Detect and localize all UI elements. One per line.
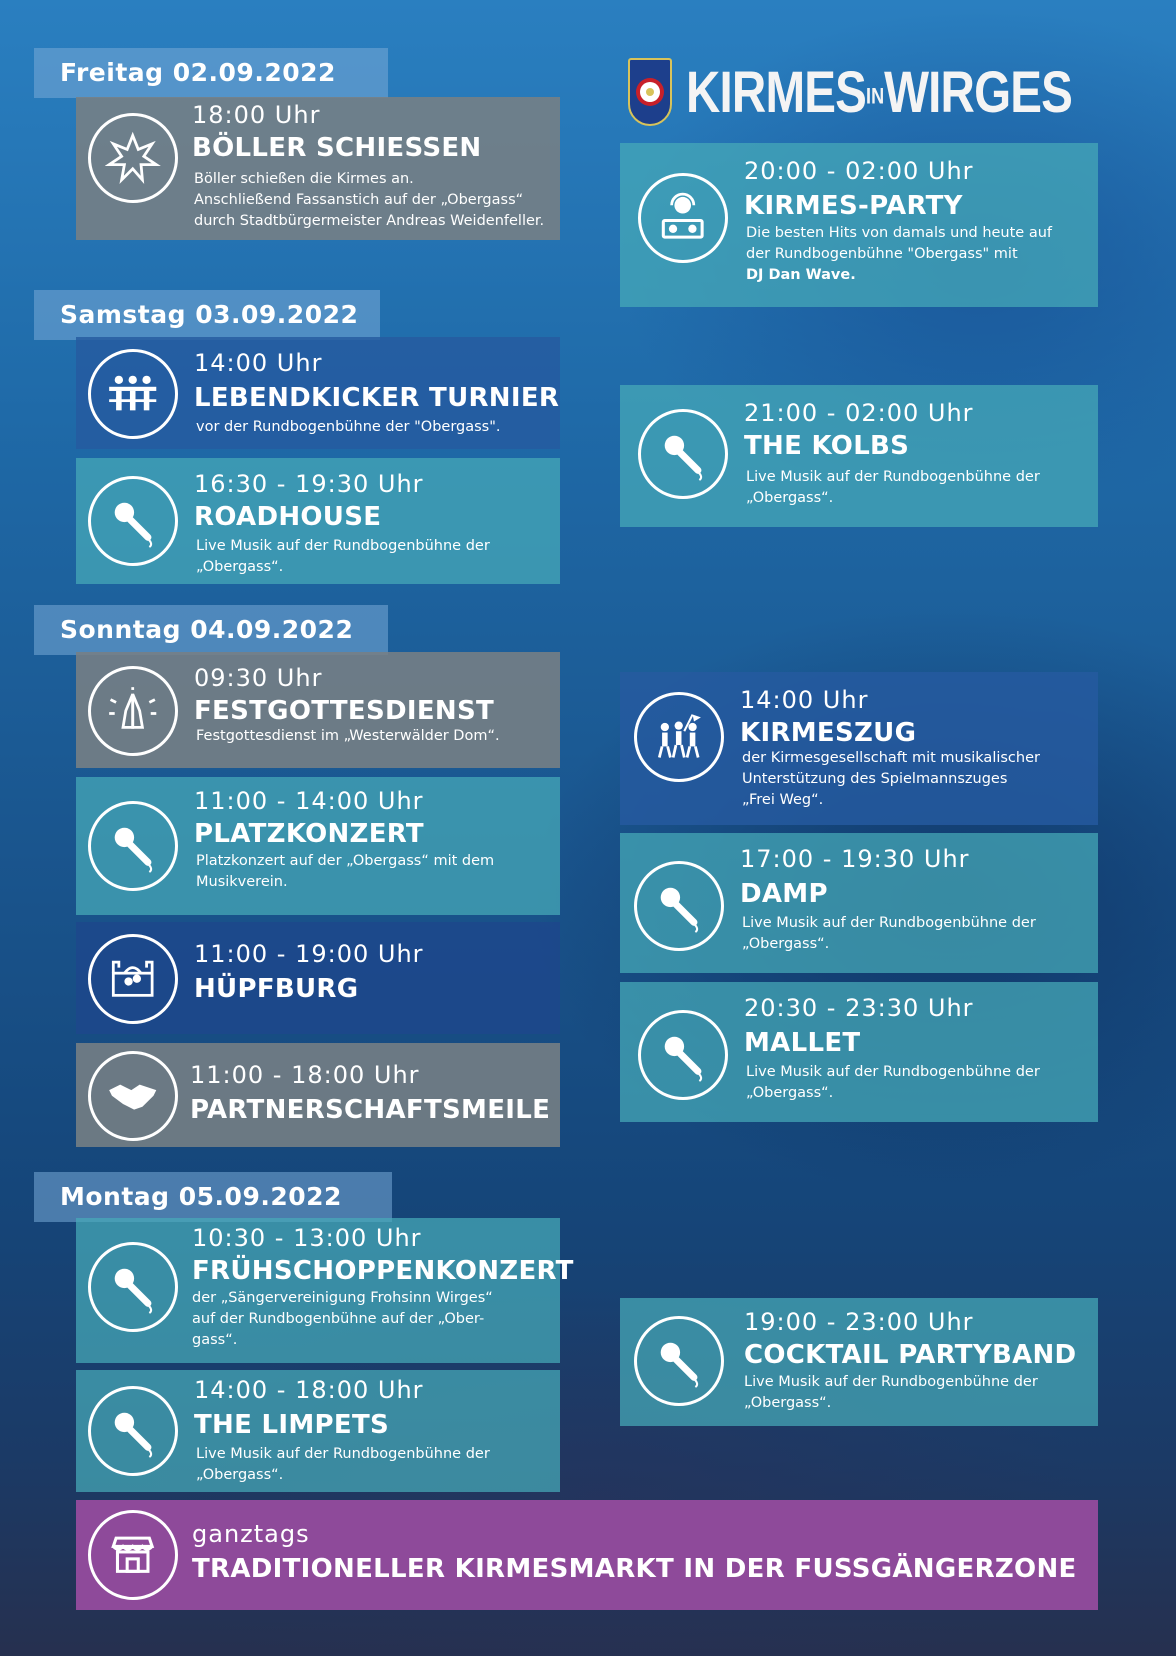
event-desc-line: durch Stadtbürgermeister Andreas Weidenfeller. bbox=[194, 213, 545, 229]
event-time: 21:00 - 02:00 Uhr bbox=[744, 399, 974, 427]
event-time: 19:00 - 23:00 Uhr bbox=[744, 1308, 974, 1336]
event-desc-line: auf der Rundbogenbühne auf der „Ober- bbox=[192, 1311, 485, 1327]
event-title: BÖLLER SCHIESSEN bbox=[192, 133, 482, 163]
event-description bbox=[196, 417, 501, 438]
event-title: COCKTAIL PARTYBAND bbox=[744, 1340, 1077, 1370]
event-desc-line: „Obergass“. bbox=[744, 1395, 832, 1411]
event-time: 17:00 - 19:30 Uhr bbox=[740, 845, 970, 873]
event-title: DAMP bbox=[740, 879, 828, 909]
event-time: 10:30 - 13:00 Uhr bbox=[192, 1224, 422, 1252]
event-title: KIRMES-PARTY bbox=[744, 191, 963, 221]
day-label-monday: Montag 05.09.2022 bbox=[34, 1172, 392, 1222]
event-title: FRÜHSCHOPPENKONZERT bbox=[192, 1256, 574, 1286]
event-title: TRADITIONELLER KIRMESMARKT IN DER FUSSGÄNGERZONE bbox=[192, 1554, 1077, 1584]
kirmes-logo bbox=[628, 52, 1078, 132]
event-description bbox=[192, 1288, 493, 1351]
event-desc-line: „Obergass“. bbox=[746, 1085, 834, 1101]
microphone-icon bbox=[88, 476, 178, 566]
microphone-icon bbox=[638, 1010, 728, 1100]
event-title: ROADHOUSE bbox=[194, 502, 382, 532]
event-card-kolbs bbox=[620, 385, 1098, 527]
event-time: 20:00 - 02:00 Uhr bbox=[744, 157, 974, 185]
event-description bbox=[742, 913, 1036, 955]
event-time: 11:00 - 19:00 Uhr bbox=[194, 940, 424, 968]
event-card-kirmesmarkt bbox=[76, 1500, 1098, 1610]
microphone-icon bbox=[88, 801, 178, 891]
event-title: THE KOLBS bbox=[744, 431, 910, 461]
event-time: 16:30 - 19:30 Uhr bbox=[194, 470, 424, 498]
event-card-cocktail bbox=[620, 1298, 1098, 1426]
event-card-party bbox=[620, 143, 1098, 307]
event-desc-line: Live Musik auf der Rundbogenbühne der bbox=[746, 1064, 1040, 1080]
coat-of-arms-icon bbox=[628, 58, 672, 126]
event-description bbox=[746, 223, 1052, 286]
event-time: 14:00 Uhr bbox=[194, 349, 323, 377]
event-card-kirmeszug bbox=[620, 672, 1098, 825]
day-label-sunday: Sonntag 04.09.2022 bbox=[34, 605, 388, 655]
event-description bbox=[744, 1372, 1038, 1414]
logo-text bbox=[686, 59, 1072, 126]
logo-word-wirges: WIRGES bbox=[884, 59, 1073, 125]
handshake-icon bbox=[88, 1051, 178, 1141]
event-time: 11:00 - 14:00 Uhr bbox=[194, 787, 424, 815]
event-time: ganztags bbox=[192, 1520, 310, 1548]
event-time: 14:00 Uhr bbox=[740, 686, 869, 714]
event-title: KIRMESZUG bbox=[740, 718, 917, 748]
event-desc-line: Die besten Hits von damals und heute auf bbox=[746, 225, 1053, 241]
event-description bbox=[196, 1444, 490, 1486]
event-title: PLATZKONZERT bbox=[194, 819, 424, 849]
event-desc-line: Böller schießen die Kirmes an. bbox=[194, 171, 414, 187]
event-card-platzkonzert bbox=[76, 777, 560, 915]
event-card-partnerschaftsmeile bbox=[76, 1043, 560, 1147]
event-desc-line: „Obergass“. bbox=[196, 1467, 284, 1483]
event-desc-line: der Rundbogenbühne "Obergass" mit bbox=[746, 246, 1018, 262]
explosion-icon bbox=[88, 113, 178, 203]
event-desc-line: DJ Dan Wave. bbox=[746, 267, 856, 283]
day-label-friday: Freitag 02.09.2022 bbox=[34, 48, 388, 98]
event-desc-line: Live Musik auf der Rundbogenbühne der bbox=[746, 469, 1040, 485]
event-desc-line: Live Musik auf der Rundbogenbühne der bbox=[742, 915, 1036, 931]
players-icon bbox=[88, 349, 178, 439]
event-desc-line: „Frei Weg“. bbox=[742, 792, 824, 808]
event-time: 20:30 - 23:30 Uhr bbox=[744, 994, 974, 1022]
event-card-limpets bbox=[76, 1370, 560, 1492]
event-description bbox=[746, 1062, 1040, 1104]
event-desc-line: „Obergass“. bbox=[742, 936, 830, 952]
event-title: MALLET bbox=[744, 1028, 861, 1058]
event-desc-line: Platzkonzert auf der „Obergass“ mit dem bbox=[196, 853, 495, 869]
logo-word-in: IN bbox=[866, 83, 885, 109]
microphone-icon bbox=[634, 861, 724, 951]
dj-icon bbox=[638, 173, 728, 263]
event-desc-line: Live Musik auf der Rundbogenbühne der bbox=[196, 538, 490, 554]
event-title: PARTNERSCHAFTSMEILE bbox=[190, 1095, 551, 1125]
event-desc-line: Unterstützung des Spielmannszuges bbox=[742, 771, 1008, 787]
event-desc-line: der Kirmesgesellschaft mit musikalischer bbox=[742, 750, 1040, 766]
parade-icon bbox=[634, 692, 724, 782]
event-desc-line: gass“. bbox=[192, 1332, 238, 1348]
event-title: THE LIMPETS bbox=[194, 1410, 389, 1440]
event-time: 09:30 Uhr bbox=[194, 664, 323, 692]
event-description bbox=[742, 748, 1040, 811]
event-card-boeller bbox=[76, 97, 560, 240]
event-description bbox=[196, 851, 494, 893]
event-card-damp bbox=[620, 833, 1098, 973]
event-desc-line: Anschließend Fassanstich auf der „Obergass“ bbox=[194, 192, 524, 208]
event-desc-line: vor der Rundbogenbühne der "Obergass". bbox=[196, 419, 501, 435]
day-label-saturday: Samstag 03.09.2022 bbox=[34, 290, 380, 340]
event-description bbox=[746, 467, 1040, 509]
event-desc-line: „Obergass“. bbox=[746, 490, 834, 506]
event-card-huepfburg bbox=[76, 922, 560, 1034]
event-card-mallet bbox=[620, 982, 1098, 1122]
event-title: FESTGOTTESDIENST bbox=[194, 696, 495, 726]
event-card-lebendkicker bbox=[76, 337, 560, 449]
event-description bbox=[196, 726, 500, 747]
event-card-fruehschoppen bbox=[76, 1218, 574, 1363]
microphone-icon bbox=[88, 1242, 178, 1332]
event-desc-line: Live Musik auf der Rundbogenbühne der bbox=[196, 1446, 490, 1462]
market-stall-icon bbox=[88, 1510, 178, 1600]
logo-word-kirmes: KIRMES bbox=[686, 59, 867, 125]
event-card-roadhouse bbox=[76, 458, 560, 584]
event-time: 14:00 - 18:00 Uhr bbox=[194, 1376, 424, 1404]
event-desc-line: der „Sängervereinigung Frohsinn Wirges“ bbox=[192, 1290, 493, 1306]
praying-hands-icon bbox=[88, 666, 178, 756]
event-description bbox=[196, 536, 490, 578]
event-desc-line: Musikverein. bbox=[196, 874, 288, 890]
event-title: HÜPFBURG bbox=[194, 974, 359, 1004]
event-desc-line: Festgottesdienst im „Westerwälder Dom“. bbox=[196, 728, 500, 744]
microphone-icon bbox=[88, 1386, 178, 1476]
microphone-icon bbox=[634, 1316, 724, 1406]
bouncy-castle-icon bbox=[88, 934, 178, 1024]
event-time: 11:00 - 18:00 Uhr bbox=[190, 1061, 420, 1089]
event-desc-line: Live Musik auf der Rundbogenbühne der bbox=[744, 1374, 1038, 1390]
event-card-festgottesdienst bbox=[76, 652, 560, 768]
event-time: 18:00 Uhr bbox=[192, 101, 321, 129]
event-title: LEBENDKICKER TURNIER bbox=[194, 383, 560, 413]
event-desc-line: „Obergass“. bbox=[196, 559, 284, 575]
event-description bbox=[194, 169, 544, 232]
microphone-icon bbox=[638, 409, 728, 499]
